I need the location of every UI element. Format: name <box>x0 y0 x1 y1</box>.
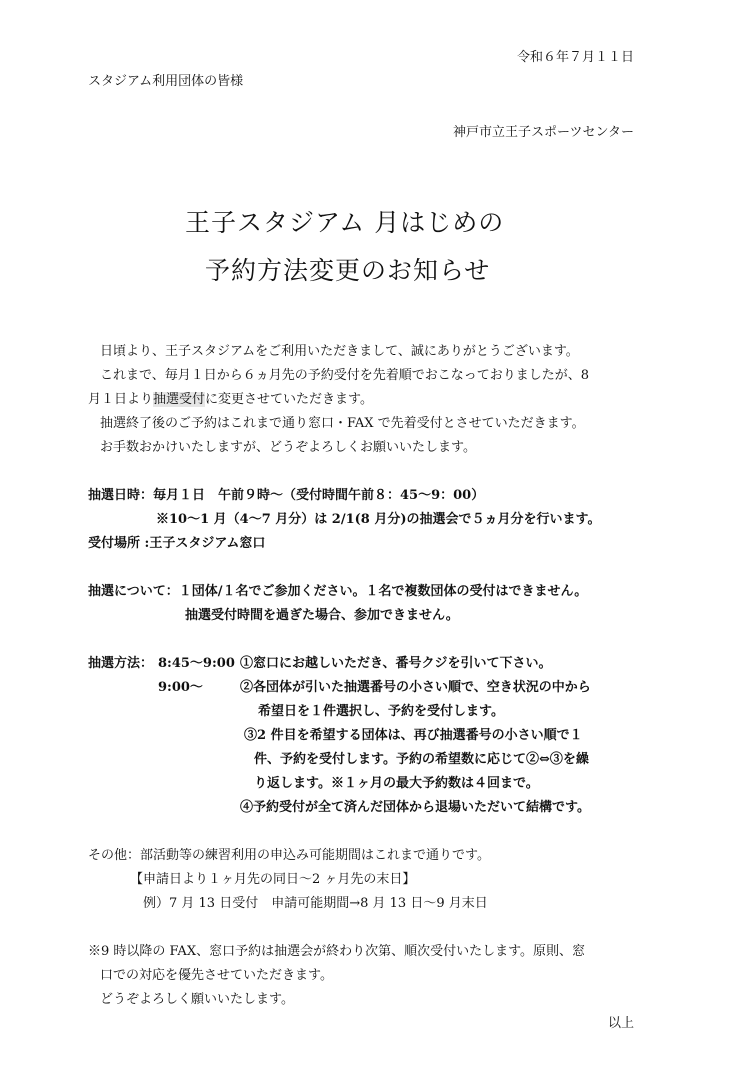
closing: 以上 <box>607 1016 634 1031</box>
intro-line-3-post: に変更させていただきます。 <box>205 392 373 407</box>
note-line-1: ※9 時以降の FAX、窓口予約は抽選会が終わり次第、順次受付いたします。原則、窓 <box>88 944 586 959</box>
document-date: 令和６年７月１１日 <box>516 50 634 65</box>
method-step-3-b: 件、予約を受付します。予約の希望数に応じて②⇔③を繰 <box>254 752 589 767</box>
lottery-date: 抽選日時：毎月１日 午前９時～（受付時間午前８：45～9：00） <box>88 488 485 503</box>
method-step-2-b: 希望日を１件選択し、予約を受付します。 <box>258 704 504 719</box>
method-step-4: ④予約受付が全て済んだ団体から退場いただいて結構です。 <box>240 800 590 815</box>
highlight-lottery-reception: 抽選受付 <box>153 392 206 407</box>
lottery-about-line-1: 抽選について：１団体/１名でご参加ください。１名で複数団体の受付はできません。 <box>88 584 588 599</box>
method-time-2: 9:00～ <box>158 680 203 695</box>
method-step-3-c: り返します。※１ヶ月の最大予約数は４回まで。 <box>254 776 539 791</box>
other-line-2: 【申請日より１ヶ月先の同日～2 ヶ月先の末日】 <box>130 872 416 887</box>
lottery-note: ※10～1 月（4～7 月分）は 2/1(8 月分)の抽選会で５ヵ月分を行います。 <box>156 512 601 527</box>
intro-line-5: お手数おかけいたしますが、どうぞよろしくお願いいたします。 <box>100 440 476 455</box>
method-label: 抽選方法： <box>88 656 154 671</box>
intro-line-3-pre: 月１日より <box>88 392 154 407</box>
intro-line-3 <box>88 392 373 408</box>
method-step-3-a: ③2 件目を希望する団体は、再び抽選番号の小さい順で１ <box>244 728 583 743</box>
other-line-1: その他：部活動等の練習利用の申込み可能期間はこれまで通りです。 <box>88 848 490 863</box>
title-line-1: 王子スタジアム 月はじめの <box>185 208 505 237</box>
intro-line-2: これまで、毎月１日から６ヵ月先の予約受付を先着順でおこなっておりましたが、8 <box>100 368 590 383</box>
note-line-3: どうぞよろしく願いいたします。 <box>100 992 294 1007</box>
intro-line-1: 日頃より、王子スタジアムをご利用いただきまして、誠にありがとうございます。 <box>100 344 579 359</box>
title-line-2: 予約方法変更のお知らせ <box>205 256 491 285</box>
other-line-3: 例）7 月 13 日受付 申請可能期間→8 月 13 日～9 月末日 <box>143 896 488 911</box>
note-line-2: 口での対応を優先させていただきます。 <box>100 968 333 983</box>
lottery-about-line-2: 抽選受付時間を過ぎた場合、参加できません。 <box>185 608 459 623</box>
recipient: スタジアム利用団体の皆様 <box>88 74 244 89</box>
method-step-2-a: ②各団体が引いた抽選番号の小さい順で、空き状況の中から <box>240 680 591 695</box>
reception-place: 受付場所 :王子スタジアム窓口 <box>88 536 266 551</box>
method-step-1: ①窓口にお越しいただき、番号クジを引いて下さい。 <box>240 656 552 671</box>
sender: 神戸市立王子スポーツセンター <box>453 125 634 140</box>
intro-line-4: 抽選終了後のご予約はこれまで通り窓口・FAX で先着受付とさせていただきます。 <box>100 416 585 431</box>
method-time-1: 8:45～9:00 <box>158 656 235 671</box>
